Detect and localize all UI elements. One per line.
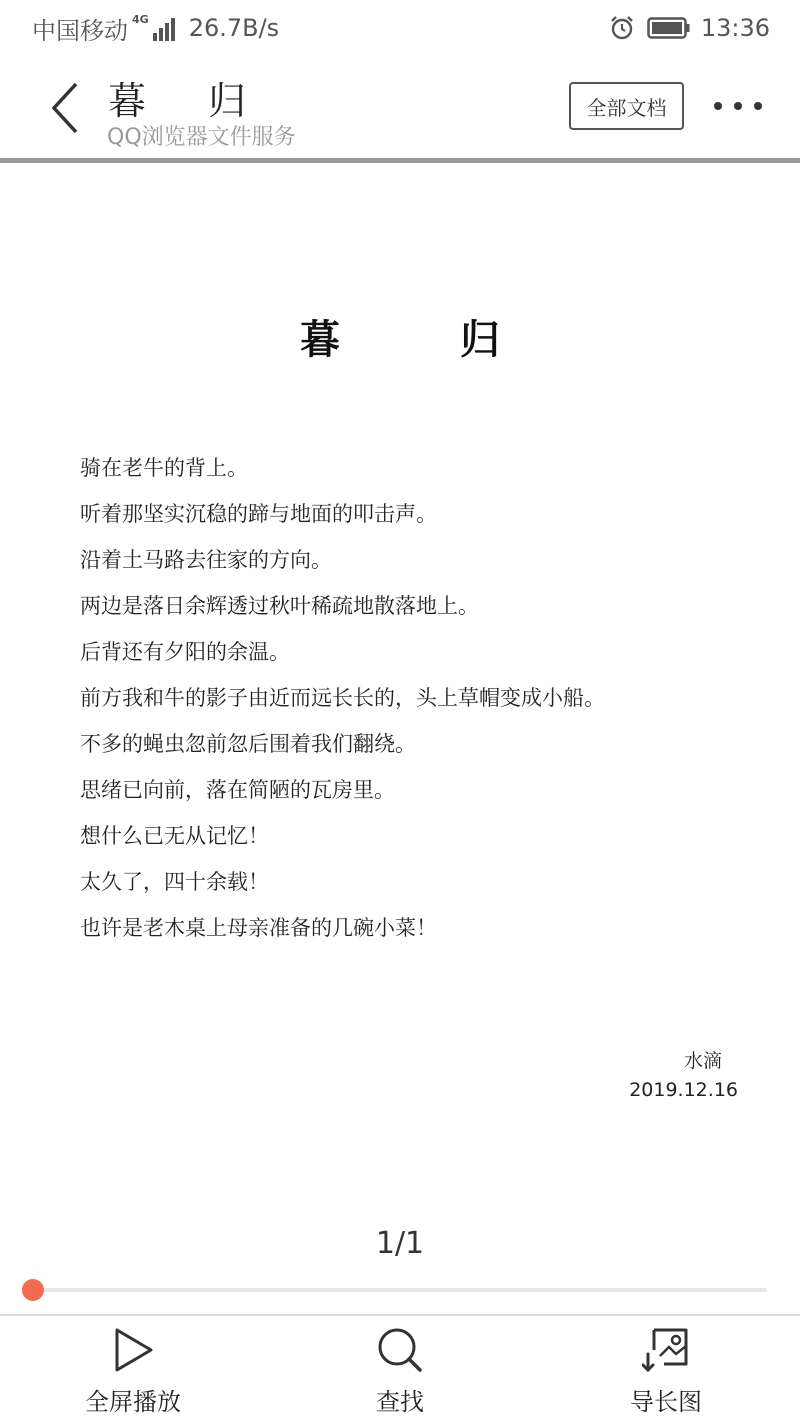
all-documents-button[interactable]: 全部文档 bbox=[569, 82, 684, 130]
status-right bbox=[609, 14, 770, 42]
poem-line: 思绪已向前，落在简陋的瓦房里。 bbox=[80, 778, 395, 802]
carrier-name: 中国移动 bbox=[32, 16, 128, 45]
export-long-image-button[interactable] bbox=[566, 1316, 766, 1422]
page-progress-handle[interactable] bbox=[22, 1279, 44, 1301]
status-bar bbox=[0, 0, 800, 56]
more-icon[interactable] bbox=[714, 100, 762, 112]
long-image-icon bbox=[642, 1326, 690, 1374]
status-left bbox=[32, 11, 279, 46]
page-progress-track[interactable] bbox=[33, 1288, 767, 1292]
document-title: 暮归 bbox=[300, 317, 620, 363]
signal-icon bbox=[132, 15, 175, 41]
app-header bbox=[0, 56, 800, 160]
play-icon bbox=[109, 1326, 157, 1374]
clock-time: 13:36 bbox=[700, 14, 770, 42]
page-indicator: 1/1 bbox=[375, 1226, 425, 1261]
poem-body bbox=[80, 451, 605, 957]
header-subtitle: QQ浏览器文件服务 bbox=[107, 125, 296, 150]
document-date: 2019.12.16 bbox=[629, 1079, 738, 1101]
bottom-toolbar bbox=[0, 1316, 800, 1422]
poem-line: 太久了，四十余载！ bbox=[80, 870, 269, 894]
poem-line: 想什么已无从记忆！ bbox=[80, 824, 269, 848]
poem-line: 沿着土马路去往家的方向。 bbox=[80, 548, 332, 572]
poem-line: 骑在老牛的背上。 bbox=[80, 456, 248, 480]
header-title: 暮归 bbox=[108, 79, 309, 123]
author-name: 水滴 bbox=[683, 1050, 722, 1072]
poem-line: 两边是落日余辉透过秋叶稀疏地散落地上。 bbox=[80, 594, 479, 618]
poem-line: 前方我和牛的影子由近而远长长的，头上草帽变成小船。 bbox=[80, 686, 605, 710]
back-icon[interactable] bbox=[44, 78, 84, 138]
poem-line: 后背还有夕阳的余温。 bbox=[80, 640, 290, 664]
search-icon bbox=[376, 1326, 424, 1374]
alarm-icon bbox=[609, 15, 635, 41]
export-long-image-label: 导长图 bbox=[630, 1388, 702, 1416]
battery-icon bbox=[647, 16, 691, 40]
poem-line: 听着那坚实沉稳的蹄与地面的叩击声。 bbox=[80, 502, 437, 526]
find-button[interactable] bbox=[300, 1316, 500, 1422]
network-type: 4G bbox=[132, 13, 149, 26]
find-label: 查找 bbox=[376, 1388, 424, 1416]
poem-line: 也许是老木桌上母亲准备的几碗小菜！ bbox=[80, 916, 437, 940]
document-page bbox=[0, 163, 800, 1223]
fullscreen-play-button[interactable] bbox=[33, 1316, 233, 1422]
fullscreen-play-label: 全屏播放 bbox=[85, 1388, 181, 1416]
network-speed: 26.7B/s bbox=[188, 14, 280, 42]
poem-line: 不多的蝇虫忽前忽后围着我们翻绕。 bbox=[80, 732, 416, 756]
